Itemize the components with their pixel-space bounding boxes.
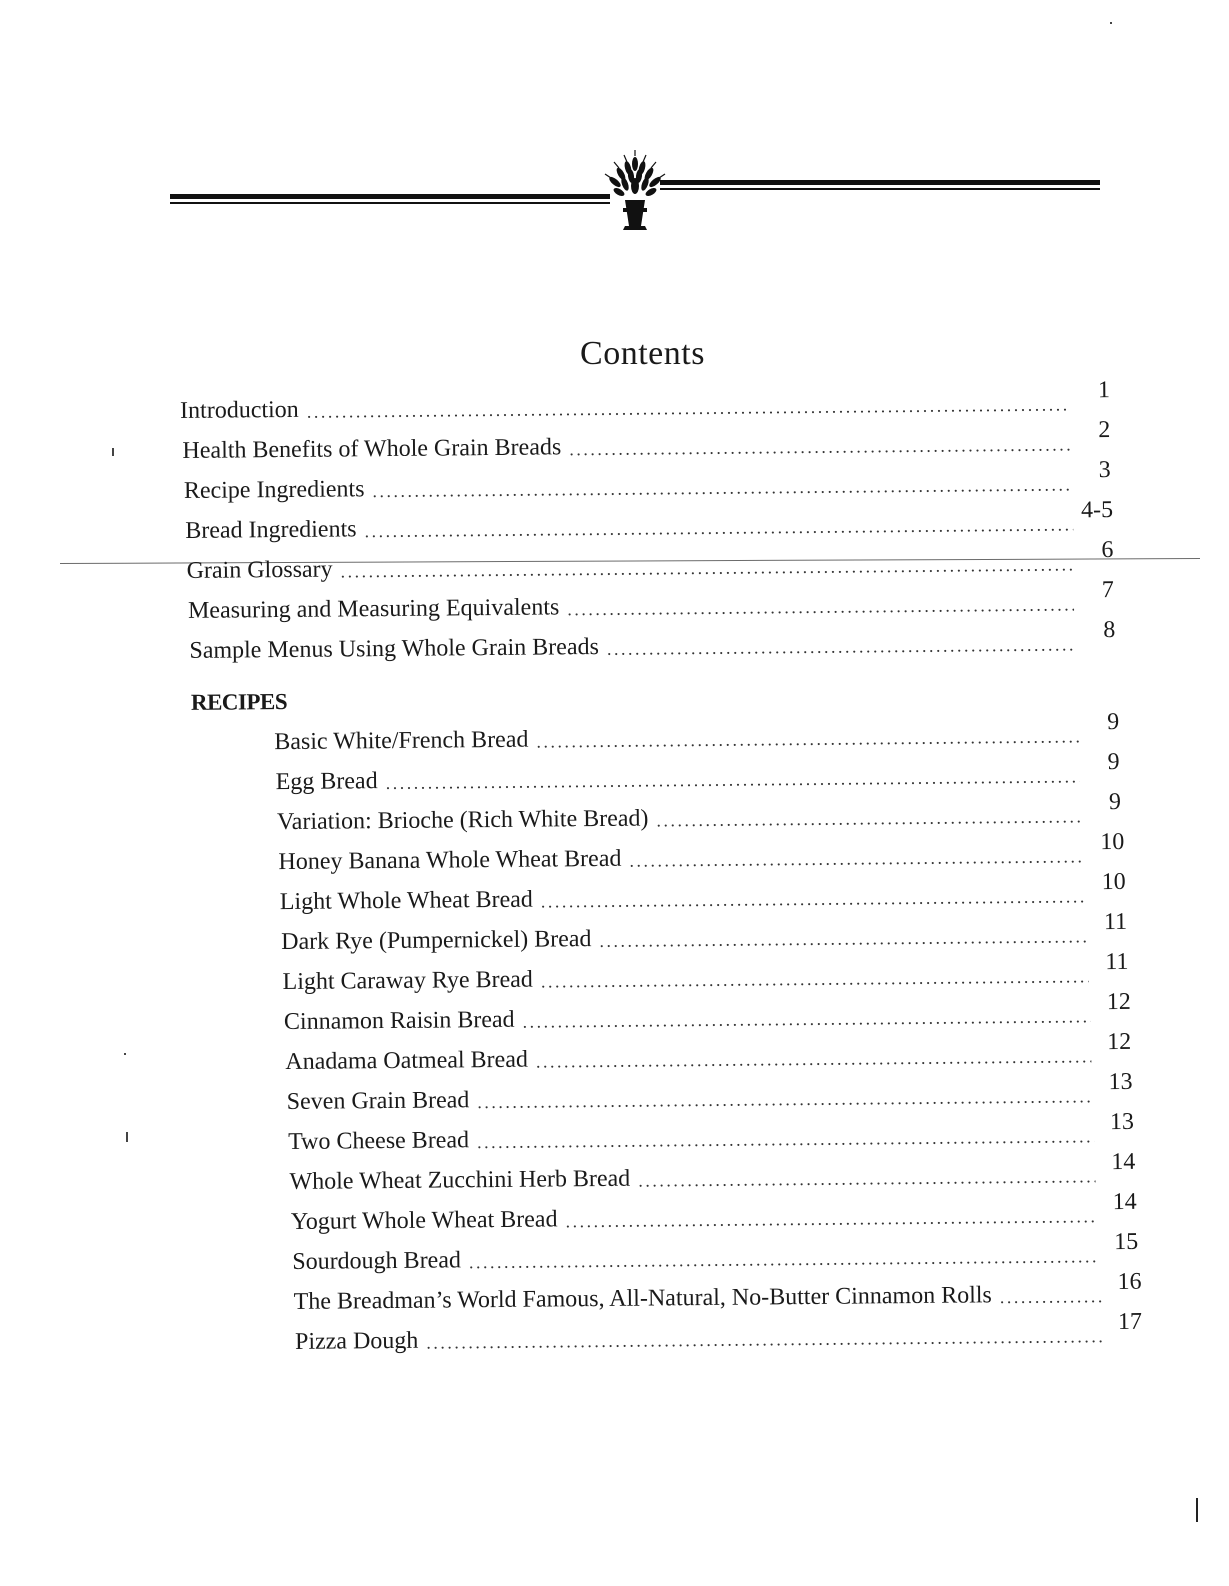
scan-speck [124,1053,126,1055]
toc-entry [288,1108,1135,1157]
toc-entry-title: Seven Grain Bread [286,1087,470,1116]
toc-entry-page: 12 [1106,988,1131,1016]
dot-leader [607,631,1076,661]
toc-entry [276,788,1122,837]
toc-entry-title: Light Caraway Rye Bread [282,966,534,996]
toc-entry-page: 3 [1098,457,1111,484]
toc-entry [281,908,1128,957]
dot-leader [569,431,1070,462]
toc-entry [289,1148,1136,1197]
toc-entry [290,1188,1137,1237]
toc-entry-page: 17 [1117,1308,1143,1336]
toc-entry-page: 8 [1103,617,1116,644]
toc-entry-page: 9 [1108,788,1122,816]
page-title: Contents [580,334,705,372]
toc-entry [292,1228,1139,1277]
toc-entry-title: Anadama Oatmeal Bread [285,1046,529,1076]
dot-leader [567,591,1074,622]
scan-speck [112,448,114,456]
toc-entry-title: Basic White/French Bread [274,726,529,756]
toc-entry-title: Light Whole Wheat Bread [279,886,533,916]
toc-entry-title: Measuring and Measuring Equivalents [187,594,560,624]
toc-entry-page: 9 [1107,709,1120,736]
recipes-heading: RECIPES [190,688,288,715]
toc-entry-title: Introduction [179,396,299,424]
dot-leader [565,1203,1097,1234]
toc-entry-title: Recipe Ingredients [183,476,365,504]
toc-entry-title: Whole Wheat Zucchini Herb Bread [289,1165,631,1195]
toc-entry-title: Egg Bread [275,768,378,796]
toc-entry-page: 10 [1101,868,1126,896]
dot-leader [386,763,1080,796]
toc-entry-page: 12 [1107,1028,1132,1056]
toc-entry-title: Bread Ingredients [185,516,357,544]
dot-leader [340,551,1073,584]
toc-entry-page: 10 [1100,828,1125,856]
toc-entry [279,868,1126,917]
dot-leader [426,1323,1102,1355]
dot-leader [1000,1283,1102,1310]
toc-entry [179,377,1111,426]
scan-speck [1110,22,1112,24]
toc-entry [286,1068,1133,1117]
toc-entry-title: Sample Menus Using Whole Grain Breads [189,633,600,664]
toc-entry-title: Grain Glossary [186,556,333,584]
toc-entry-page: 6 [1101,537,1114,564]
dot-leader [599,923,1087,954]
toc-entry [185,497,1114,546]
toc-entry-page: 7 [1101,577,1114,604]
toc-entry [278,828,1125,877]
toc-entry-title: Pizza Dough [294,1327,419,1355]
dot-leader [656,803,1081,833]
dot-leader [307,391,1071,424]
toc-entry-page: 4-5 [1080,497,1114,524]
dot-leader [522,1003,1091,1034]
toc-entry-title: Honey Banana Whole Wheat Bread [278,845,622,876]
dot-leader [477,1083,1093,1115]
toc-entry-title: Health Benefits of Whole Grain Breads [182,434,562,464]
dot-leader [629,843,1084,873]
dot-leader [541,963,1089,994]
dot-leader [536,1043,1092,1074]
toc-entry-title: Yogurt Whole Wheat Bread [290,1206,558,1235]
toc-entry [293,1268,1142,1317]
toc-entry-page: 15 [1114,1228,1139,1256]
toc-entry [187,577,1114,626]
toc-entry-title: Variation: Brioche (Rich White Bread) [276,805,649,836]
toc-entry [282,948,1129,997]
toc-entry-title: The Breadman’s World Famous, All-Natural, No-Butter Cinnamon Rolls [293,1282,992,1315]
toc-entry-page: 13 [1108,1068,1133,1096]
toc-entry-page: 1 [1097,377,1111,404]
toc-entry [274,709,1120,757]
toc-entry [283,988,1131,1037]
toc-entry [294,1308,1143,1357]
dot-leader [541,883,1086,914]
toc-entry-title: Dark Rye (Pumpernickel) Bread [281,926,592,956]
toc-entry [182,417,1111,466]
toc-entry [275,748,1120,797]
toc-entry [183,457,1111,506]
toc-entry-page: 14 [1111,1148,1136,1176]
toc-entry-page: 11 [1103,908,1128,936]
dot-leader [469,1243,1099,1275]
scan-speck [126,1132,128,1142]
toc-entry-page: 11 [1105,948,1129,976]
dot-leader [638,1163,1095,1193]
scan-edge-mark [1196,1498,1198,1522]
toc-entry-title: Sourdough Bread [292,1247,462,1275]
toc-entry [186,537,1114,586]
toc-entry-title: Two Cheese Bread [288,1127,470,1155]
toc-entry [189,617,1116,666]
dot-leader [364,511,1073,544]
toc-entry-page: 16 [1117,1268,1142,1296]
toc-entry [285,1028,1132,1077]
toc-entry-page: 9 [1107,748,1120,776]
toc-entry-title: Cinnamon Raisin Bread [283,1006,515,1036]
dot-leader [372,471,1071,504]
dot-leader [477,1123,1094,1155]
toc-entry-page: 2 [1098,417,1111,444]
dot-leader [536,723,1079,754]
toc-entry-page: 14 [1112,1188,1137,1216]
toc-entry-page: 13 [1109,1108,1135,1136]
